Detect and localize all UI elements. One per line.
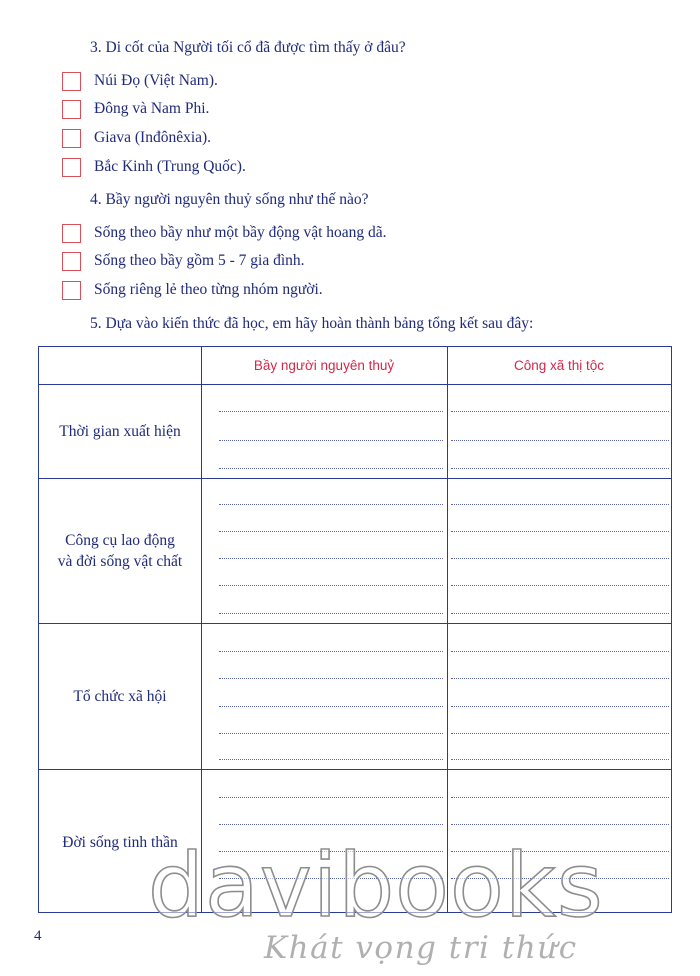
answer-line-cong-xa[interactable] — [451, 759, 669, 760]
option-label: Sống theo bầy như một bầy động vật hoang dã. — [94, 224, 387, 241]
answer-line-bay-nguoi[interactable] — [219, 706, 443, 707]
answer-checkbox[interactable] — [62, 158, 81, 177]
row-label-line: Đời sống tinh thần — [62, 833, 178, 851]
answer-checkbox[interactable] — [62, 100, 81, 119]
page-number: 4 — [34, 928, 42, 944]
answer-line-cong-xa[interactable] — [451, 411, 669, 412]
row-label-to-chuc — [39, 624, 201, 769]
answer-line-cong-xa[interactable] — [451, 797, 669, 798]
row-label-line: Công cụ lao động — [65, 532, 175, 549]
answer-line-cong-xa[interactable] — [451, 585, 669, 586]
question-4-option-2[interactable] — [62, 251, 305, 271]
answer-line-cong-xa[interactable] — [451, 824, 669, 825]
answer-line-cong-xa[interactable] — [451, 468, 669, 469]
answer-line-bay-nguoi[interactable] — [219, 504, 443, 505]
answer-line-bay-nguoi[interactable] — [219, 585, 443, 586]
answer-line-bay-nguoi[interactable] — [219, 759, 443, 760]
answer-line-cong-xa[interactable] — [451, 558, 669, 559]
option-label: Sống theo bầy gồm 5 - 7 gia đình. — [94, 252, 305, 269]
option-label: Bắc Kinh (Trung Quốc). — [94, 158, 246, 175]
answer-line-cong-xa[interactable] — [451, 678, 669, 679]
answer-line-cong-xa[interactable] — [451, 706, 669, 707]
question-3-option-4[interactable] — [62, 157, 246, 177]
header-bay-nguoi: Bầy người nguyên thuỷ — [253, 358, 395, 373]
option-label: Núi Đọ (Việt Nam). — [94, 72, 218, 89]
answer-line-cong-xa[interactable] — [451, 440, 669, 441]
answer-line-cong-xa[interactable] — [451, 733, 669, 734]
answer-line-cong-xa[interactable] — [451, 504, 669, 505]
row-label-line: và đời sống vật chất — [57, 553, 183, 570]
watermark-logo: davibooks — [148, 834, 604, 937]
question-5-text: 5. Dựa vào kiến thức đã học, em hãy hoàn thành bảng tổng kết sau đây: — [90, 315, 534, 332]
option-label: Đông và Nam Phi. — [94, 100, 210, 117]
answer-checkbox[interactable] — [62, 72, 81, 91]
option-label: Giava (Inđônêxia). — [94, 129, 212, 146]
column-divider — [201, 347, 202, 912]
question-3-option-1[interactable] — [62, 71, 218, 91]
answer-line-cong-xa[interactable] — [451, 651, 669, 652]
question-4-text: 4. Bầy người nguyên thuỷ sống như thế nào? — [90, 191, 369, 208]
answer-checkbox[interactable] — [62, 129, 81, 148]
answer-line-bay-nguoi[interactable] — [219, 411, 443, 412]
answer-line-bay-nguoi[interactable] — [219, 797, 443, 798]
answer-line-bay-nguoi[interactable] — [219, 651, 443, 652]
question-4-option-1[interactable] — [62, 223, 387, 243]
column-divider — [447, 347, 448, 912]
summary-table — [38, 346, 672, 913]
answer-checkbox[interactable] — [62, 224, 81, 243]
row-label-cong-cu — [39, 479, 201, 623]
row-label-thoi-gian — [39, 385, 201, 478]
answer-line-bay-nguoi[interactable] — [219, 468, 443, 469]
question-4-option-3[interactable] — [62, 280, 323, 300]
answer-checkbox[interactable] — [62, 281, 81, 300]
header-cong-xa: Công xã thị tộc — [513, 358, 605, 373]
answer-line-bay-nguoi[interactable] — [219, 733, 443, 734]
answer-line-bay-nguoi[interactable] — [219, 613, 443, 614]
row-label-line: Thời gian xuất hiện — [59, 423, 181, 440]
question-3-option-2[interactable] — [62, 99, 209, 119]
answer-line-cong-xa[interactable] — [451, 613, 669, 614]
option-label: Sống riêng lẻ theo từng nhóm người. — [94, 281, 323, 298]
watermark-slogan: Khát vọng tri thức — [264, 930, 578, 966]
question-3-option-3[interactable] — [62, 128, 211, 148]
answer-line-bay-nguoi[interactable] — [219, 824, 443, 825]
question-3-text: 3. Di cốt của Người tối cổ đã được tìm thấy ở đâu? — [90, 39, 406, 56]
answer-line-bay-nguoi[interactable] — [219, 440, 443, 441]
answer-line-bay-nguoi[interactable] — [219, 558, 443, 559]
answer-checkbox[interactable] — [62, 252, 81, 271]
row-label-line: Tổ chức xã hội — [73, 688, 167, 705]
answer-line-cong-xa[interactable] — [451, 531, 669, 532]
answer-line-bay-nguoi[interactable] — [219, 531, 443, 532]
answer-line-bay-nguoi[interactable] — [219, 678, 443, 679]
